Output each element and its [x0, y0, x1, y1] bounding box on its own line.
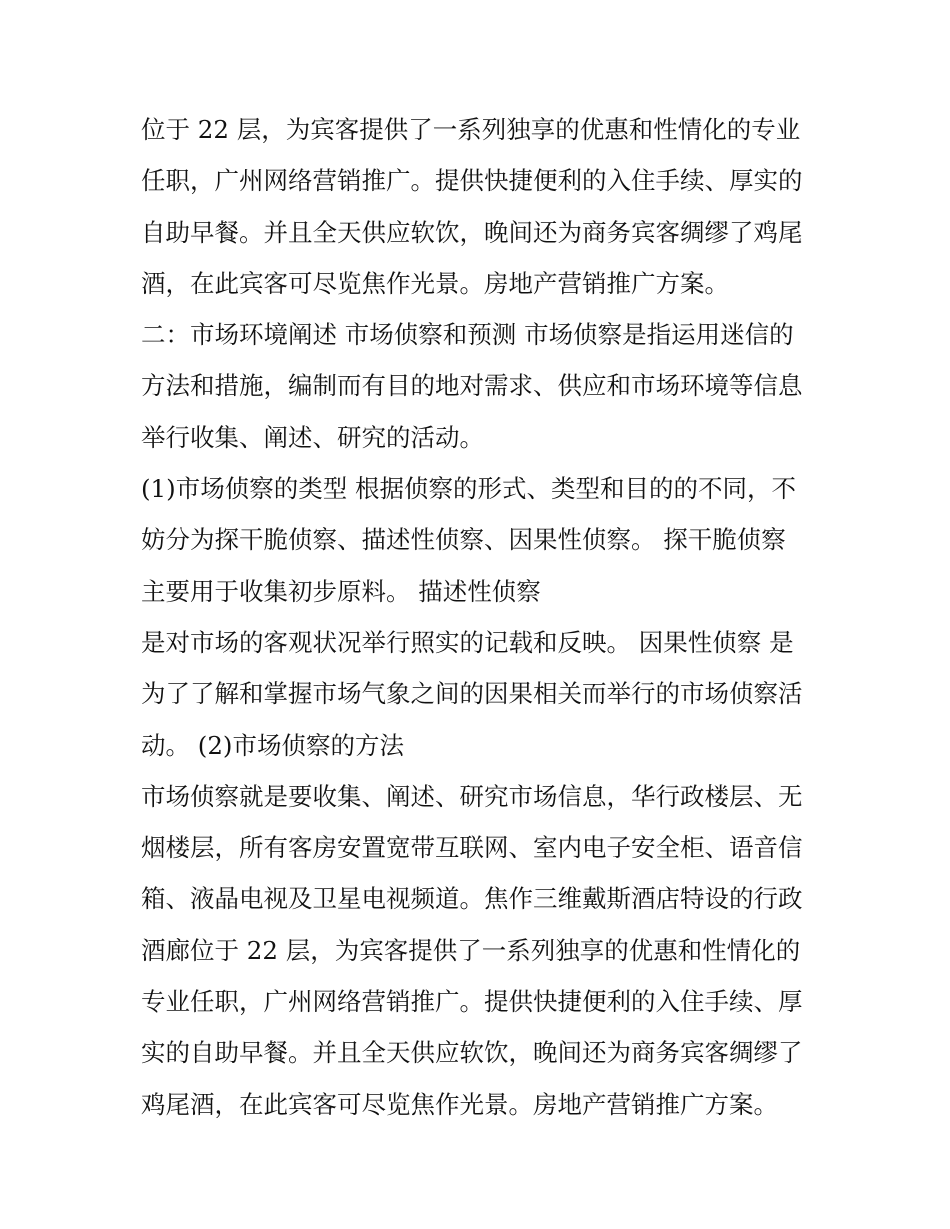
text-line: 方法和措施，编制而有目的地对需求、供应和市场环境等信息: [141, 371, 803, 401]
text-line: 二：市场环境阐述 市场侦察和预测 市场侦察是指运用迷信的: [141, 320, 794, 350]
text-line: 任职，广州网络营销推广。提供快捷便利的入住手续、厚实的: [141, 166, 803, 196]
text-line: 实的自助早餐。并且全天供应软饮，晚间还为商务宾客绸缪了: [141, 1038, 803, 1068]
text-line: 市场侦察就是要收集、阐述、研究市场信息，华行政楼层、无: [141, 781, 803, 811]
text-line: 鸡尾酒，在此宾客可尽览焦作光景。房地产营销推广方案。: [141, 1089, 778, 1119]
text-line: 酒廊位于 22 层，为宾客提供了一系列独享的优惠和性情化的: [141, 935, 801, 965]
text-line: 是对市场的客观状况举行照实的记载和反映。 因果性侦察 是: [141, 627, 794, 657]
document-body: [141, 104, 831, 1130]
text-line: 酒，在此宾客可尽览焦作光景。房地产营销推广方案。: [141, 268, 729, 298]
text-line: 为了了解和掌握市场气象之间的因果相关而举行的市场侦察活: [141, 679, 803, 709]
text-line: (1)市场侦察的类型 根据侦察的形式、类型和目的的不同，不: [141, 474, 796, 504]
text-line: 妨分为探干脆侦察、描述性侦察、因果性侦察。 探干脆侦察: [141, 525, 786, 555]
text-line: 主要用于收集初步原料。 描述性侦察: [141, 576, 541, 606]
text-line: 箱、液晶电视及卫星电视频道。焦作三维戴斯酒店特设的行政: [141, 884, 803, 914]
text-line: 动。 (2)市场侦察的方法: [141, 730, 404, 760]
text-line: 烟楼层，所有客房安置宽带互联网、室内电子安全柜、语音信: [141, 833, 803, 863]
text-line: 位于 22 层，为宾客提供了一系列独享的优惠和性情化的专业: [141, 115, 801, 144]
text-line: 举行收集、阐述、研究的活动。: [141, 422, 484, 452]
text-line: 自助早餐。并且全天供应软饮，晚间还为商务宾客绸缪了鸡尾: [141, 217, 803, 247]
text-line: 专业任职，广州网络营销推广。提供快捷便利的入住手续、厚: [141, 987, 803, 1017]
